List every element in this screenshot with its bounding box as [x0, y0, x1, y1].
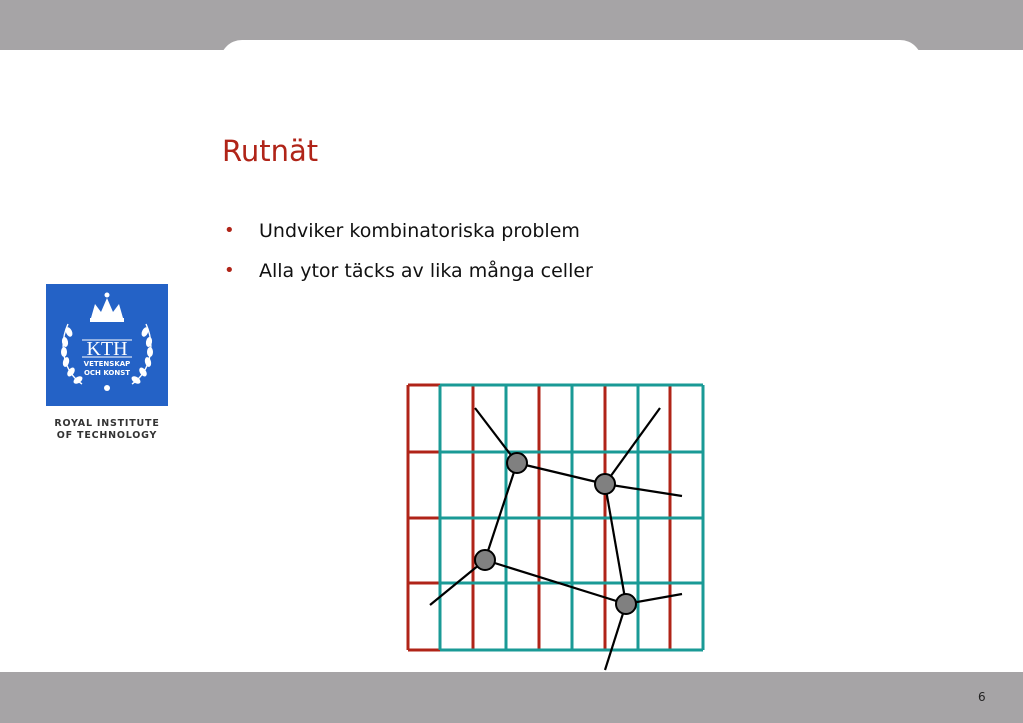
grid-svg	[400, 378, 720, 678]
slide-title: Rutnät	[222, 134, 319, 168]
grid-node	[595, 474, 615, 494]
crown-wreath-icon	[46, 284, 168, 406]
logo-wordmark: KTH	[86, 338, 128, 360]
bullet-item	[222, 216, 593, 256]
bullet-marker: •	[224, 260, 235, 281]
nodes	[475, 453, 636, 614]
grid-diagram	[400, 378, 720, 678]
page-number: 6	[978, 690, 986, 704]
teal-grid	[440, 385, 703, 650]
logo-motto-line2: OCH KONST	[83, 369, 131, 377]
bullet-marker: •	[224, 220, 235, 241]
grid-node	[507, 453, 527, 473]
bullet-item	[222, 256, 593, 296]
kth-logo	[46, 284, 168, 406]
bullet-text: Alla ytor täcks av lika många celler	[259, 260, 593, 282]
grid-node	[616, 594, 636, 614]
logo-caption-line1: ROYAL INSTITUTE	[54, 418, 160, 429]
logo-motto-line1: VETENSKAP	[83, 360, 131, 368]
edges	[430, 408, 682, 670]
bullet-text: Undviker kombinatoriska problem	[259, 220, 580, 242]
grid-node	[475, 550, 495, 570]
logo-caption-line2: OF TECHNOLOGY	[56, 430, 158, 441]
logo-caption	[36, 418, 178, 442]
bottom-gray-band	[0, 672, 1023, 723]
bullet-list	[222, 216, 593, 296]
